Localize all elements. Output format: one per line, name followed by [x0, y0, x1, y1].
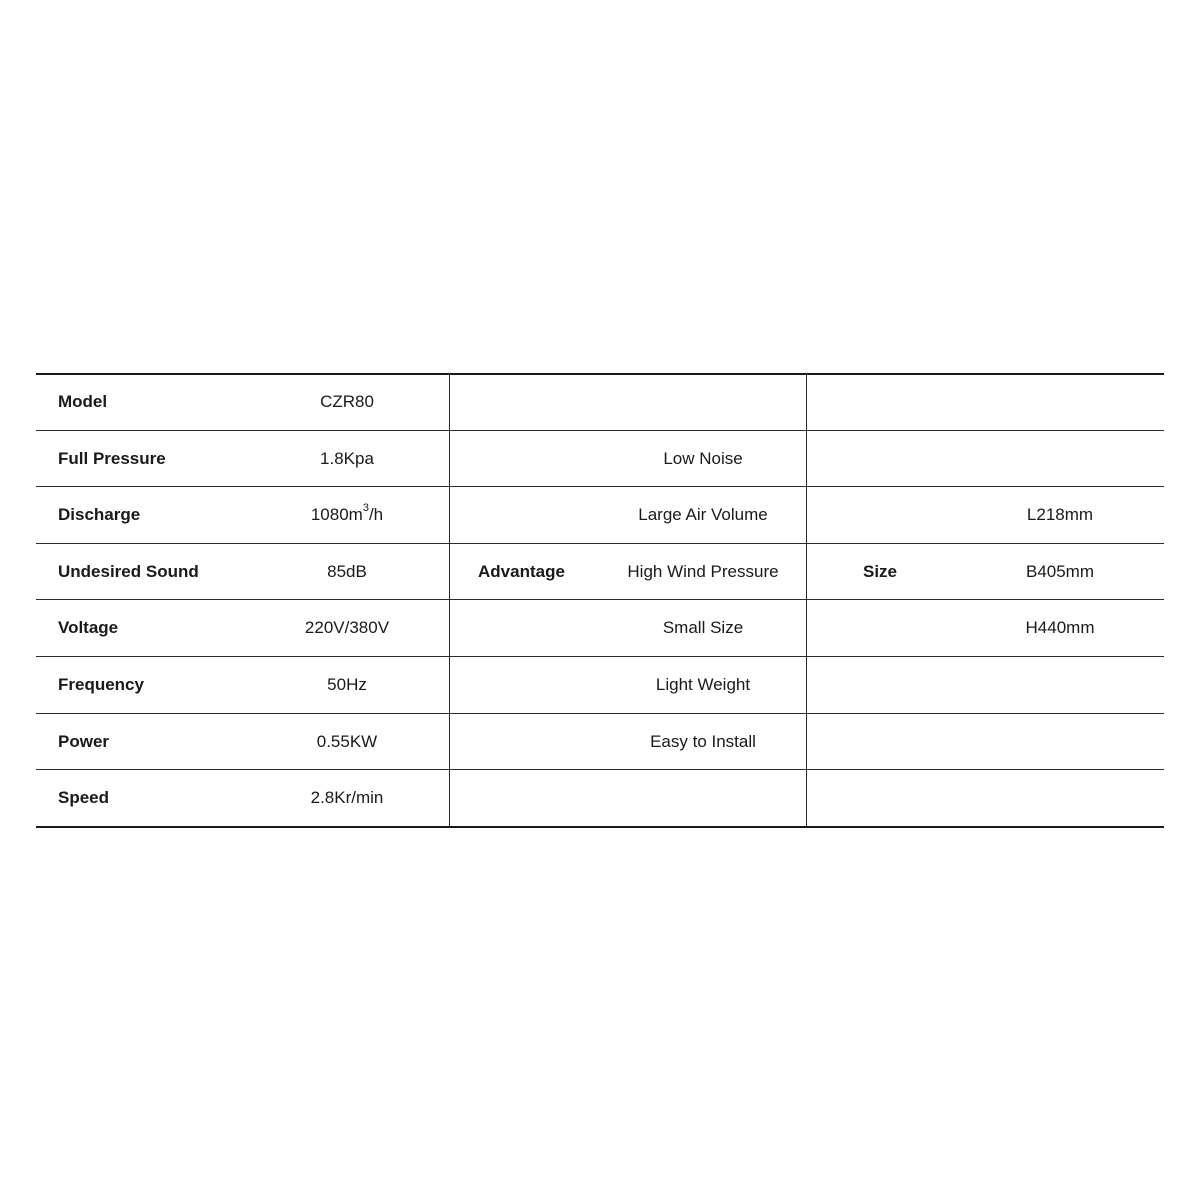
spec-value-voltage: 220V/380V [304, 618, 390, 637]
advantage-item: Large Air Volume [638, 505, 768, 524]
spec-value-model: CZR80 [320, 392, 374, 411]
discharge-number: 1080m [310, 505, 363, 524]
size-label: Size [863, 562, 898, 581]
spec-table [36, 373, 1164, 828]
spec-label-model: Model [58, 392, 108, 411]
spec-label-full-pressure: Full Pressure [58, 449, 166, 468]
spec-label-speed: Speed [58, 788, 110, 807]
table-bottom-rule [36, 826, 1164, 828]
spec-label-undesired-sound: Undesired Sound [58, 562, 199, 581]
advantage-item: Small Size [662, 618, 744, 637]
row-divider [36, 769, 1164, 770]
table-top-rule [36, 373, 1164, 375]
size-item-height: H440mm [1025, 618, 1095, 637]
spec-label-frequency: Frequency [58, 675, 144, 694]
advantage-item: High Wind Pressure [627, 562, 779, 581]
spec-value-speed: 2.8Kr/min [310, 788, 384, 807]
column-divider [449, 373, 450, 828]
spec-value-power: 0.55KW [316, 732, 378, 751]
advantage-item: Light Weight [655, 675, 751, 694]
discharge-unit: /h [368, 505, 384, 524]
discharge-exponent: 3 [362, 502, 369, 515]
advantage-item: Easy to Install [650, 732, 756, 751]
spec-value-frequency: 50Hz [327, 675, 367, 694]
spec-label-discharge: Discharge [58, 505, 141, 524]
advantage-label: Advantage [478, 562, 565, 581]
spec-value-undesired-sound: 85dB [327, 562, 367, 581]
size-item-length: L218mm [1026, 505, 1094, 524]
row-divider [36, 656, 1164, 657]
row-divider [36, 713, 1164, 714]
spec-label-voltage: Voltage [58, 618, 119, 637]
spec-value-full-pressure: 1.8Kpa [320, 449, 374, 468]
advantage-item: Low Noise [663, 449, 743, 468]
spec-value-discharge [267, 487, 427, 543]
row-divider [36, 430, 1164, 431]
size-item-breadth: B405mm [1025, 562, 1095, 581]
spec-label-power: Power [58, 732, 110, 751]
column-divider [806, 373, 807, 828]
